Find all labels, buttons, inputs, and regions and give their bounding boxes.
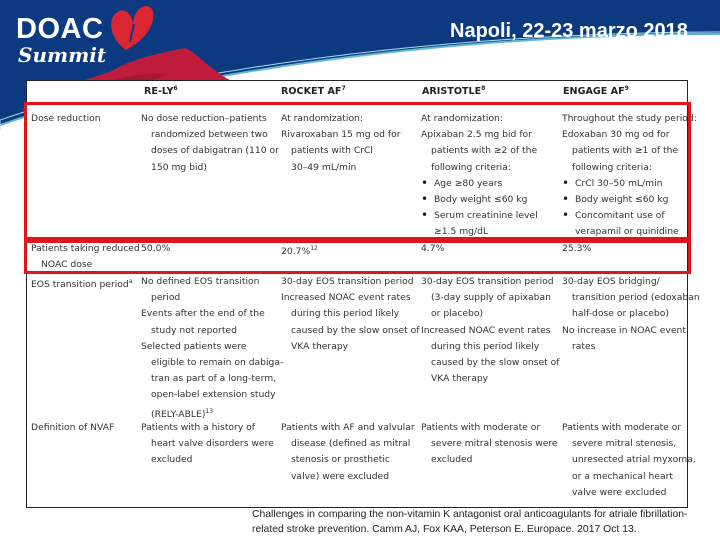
column-header-engage-af: ENGAGE $AF^9$	[563, 85, 629, 98]
cell-reduced-aristotle: 4.7%	[421, 243, 445, 254]
citation-line-1: Challenges in comparing the non-vitamin K antagonist oral anticoagulants for atriale fibrillation-	[252, 509, 688, 520]
column-header-rely: $RE-LY^6$	[144, 85, 178, 98]
highlight-reduced-dose-row	[24, 237, 691, 274]
bullet-item: • CrCl 30–50 mL/min	[562, 176, 697, 192]
doac-summit-logo	[16, 14, 106, 66]
column-header-rocket-af: ROCKET $AF^7$	[281, 85, 346, 98]
citation-caption	[252, 507, 720, 537]
cell-nvaf-rely: Patients with a history of heart valve disorders were excluded	[141, 422, 274, 466]
cell-dose-rely: No dose reduction–patients randomized between two doses of dabigatran (110 or 150 mg bid)	[141, 113, 279, 173]
cell-eos-rocket: 30-day EOS transition period Increased NOAC event rates during this period likely caused by the slow onset of VKA therapy	[281, 276, 420, 352]
event-title: Napoli, 22-23 marzo 2018	[450, 20, 688, 42]
row-label-eos-transition: EOS transition period$^a$	[31, 278, 133, 291]
bullet-item: • Concomitant use of	[562, 208, 697, 224]
cell-nvaf-aristotle: Patients with moderate or severe mitral stenosis were excluded	[421, 422, 558, 466]
cell-dose-aristotle: At randomization: Apixaban 2.5 mg bid for patients with ≥2 of the following criteria: • Age ≥80 years • Body weight ≤60 kg • Serum creatinine level ≥1.5 mg/dL	[421, 111, 538, 241]
bullet-item: • Serum creatinine level	[421, 208, 538, 224]
cell-dose-rocket: At randomization: Rivaroxaban 15 mg od for patients with CrCl 30–49 mL/min	[281, 113, 401, 173]
bullet-item: • Age ≥80 years	[421, 176, 538, 192]
highlight-dose-reduction-row	[24, 102, 691, 243]
cell-eos-rely: No defined EOS transition period Events after the end of the study not reported Selected patients were eligible to remain on dabiga- tran as part of a long-term, open-label extension study (RELY-ABLE)$^{13}$	[141, 276, 284, 420]
logo-doac-text: DOAC	[16, 13, 104, 45]
row-label-nvaf-definition: Definition of NVAF	[31, 422, 115, 433]
cell-eos-engage: 30-day EOS bridging/ transition period (edoxaban half-dose or placebo) No increase in NOAC event rates	[562, 276, 700, 352]
cell-reduced-rocket: 20.7%$^{12}$	[281, 245, 318, 258]
logo-summit-text: Summit	[18, 43, 107, 67]
cell-nvaf-engage: Patients with moderate or severe mitral stenosis, unresected atrial myxoma, or a mechanical heart valve were excluded	[562, 422, 696, 498]
cell-dose-engage: Throughout the study period: Edoxaban 30 mg od for patients with ≥1 of the following criteria: • CrCl 30–50 mL/min • Body weight ≤60 kg • Concomitant use of verapamil or quinidine	[562, 111, 697, 241]
row-label-dose-reduction: Dose reduction	[31, 113, 101, 124]
citation-line-2: related stroke prevention. Camm AJ, Fox KAA, Peterson E. Europace. 2017 Oct 13.	[252, 524, 637, 535]
cell-nvaf-rocket: Patients with AF and valvular disease (defined as mitral stenosis or prosthetic valve) were excluded	[281, 422, 415, 482]
column-header-aristotle: ARISTOTLE$^8$	[422, 85, 486, 98]
cell-reduced-engage: 25.3%	[562, 243, 592, 254]
row-label-reduced-dose: Patients taking reduced NOAC dose	[31, 243, 140, 271]
cell-reduced-rely: 50.0%	[141, 243, 171, 254]
cell-eos-aristotle: 30-day EOS transition period (3-day supply of apixaban or placebo) Increased NOAC event rates during this period likely caused by the slow onset of VKA therapy	[421, 276, 560, 385]
bullet-item: • Body weight ≤60 kg	[562, 192, 697, 208]
bullet-item: • Body weight ≤60 kg	[421, 192, 538, 208]
